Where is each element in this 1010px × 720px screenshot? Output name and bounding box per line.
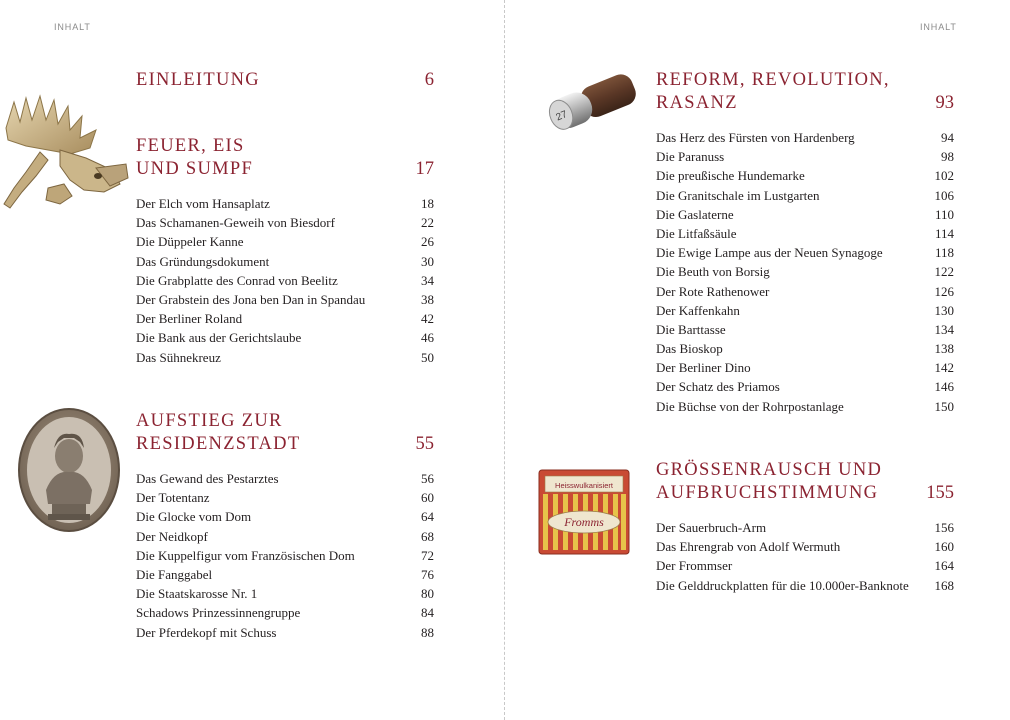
toc-entry-title: Der Sauerbruch-Arm [656, 520, 767, 535]
toc-entry-page: 68 [421, 528, 434, 544]
toc-entry[interactable] [656, 320, 954, 339]
toc-entry-page: 50 [421, 349, 434, 365]
section-page-number: 17 [415, 159, 434, 179]
toc-entry-page: 38 [421, 291, 434, 307]
toc-entry-title: Schadows Prinzessinnengruppe [136, 605, 301, 621]
section-title-line: RASANZ [656, 93, 738, 113]
capsule-cylinder-image [537, 66, 649, 140]
toc-entry-page: 94 [941, 130, 954, 145]
toc-entry-title: Die Paranuss [656, 149, 725, 165]
toc-entry[interactable] [136, 348, 434, 367]
toc-entry[interactable] [656, 262, 954, 281]
toc-entry-title: Das Sühnekreuz [136, 349, 221, 365]
toc-entry-title: Der Grabstein des Jona ben Dan in Spandau [136, 291, 366, 307]
toc-entry-title: Die Litfaßsäule [656, 225, 737, 241]
toc-entry-page: 60 [421, 490, 434, 506]
toc-entry-page: 30 [421, 253, 434, 269]
toc-entry[interactable] [136, 328, 434, 347]
toc-entry-page: 64 [421, 509, 434, 525]
toc-entry-title: Die Grabplatte des Conrad von Beelitz [136, 272, 338, 288]
fromms-box-image [535, 464, 633, 560]
toc-entry[interactable] [656, 397, 954, 416]
toc-entry-title: Der Berliner Roland [136, 311, 243, 327]
toc-entry-title: Die preußische Hundemarke [656, 168, 805, 184]
toc-entry-title: Das Bioskop [656, 341, 723, 357]
toc-entry-page: 142 [934, 360, 954, 376]
toc-entry-page: 122 [934, 264, 954, 280]
toc-entry-page: 106 [934, 187, 954, 203]
toc-entry-page: 88 [421, 624, 434, 640]
section-page-number: 6 [424, 70, 434, 90]
toc-list [136, 194, 434, 367]
box-label: Heisswulkanisiert [555, 481, 613, 490]
section-aufstieg-zur-residenzstadt [136, 410, 434, 642]
section-title-line: AUFBRUCHSTIMMUNG [656, 483, 879, 503]
toc-entry-title: Die Ewige Lampe aus der Neuen Synagoge [656, 245, 883, 261]
toc-entry-page: 56 [421, 471, 434, 486]
toc-entry-page: 168 [934, 577, 954, 593]
toc-entry-title: Das Schamanen-Geweih von Biesdorf [136, 215, 335, 231]
toc-entry[interactable] [656, 186, 954, 205]
toc-entry-page: 76 [421, 566, 434, 582]
toc-entry-title: Das Gründungsdokument [136, 253, 270, 269]
toc-entry-title: Die Beuth von Borsig [656, 264, 770, 280]
toc-entry[interactable] [136, 469, 434, 488]
toc-entry-title: Der Kaffenkahn [656, 302, 740, 318]
toc-entry[interactable] [136, 527, 434, 546]
toc-entry-title: Das Herz des Fürsten von Hardenberg [656, 130, 855, 145]
toc-list [656, 128, 954, 416]
toc-entry[interactable] [656, 358, 954, 377]
section-title [656, 459, 954, 505]
toc-entry-title: Die Granitschale im Lustgarten [656, 187, 820, 203]
toc-entry[interactable] [136, 584, 434, 603]
toc-entry[interactable] [656, 205, 954, 224]
section-title [656, 69, 954, 115]
section-title-line: RESIDENZSTADT [136, 434, 301, 454]
toc-entry[interactable] [136, 488, 434, 507]
toc-entry-page: 80 [421, 586, 434, 602]
toc-entry-title: Der Schatz des Priamos [656, 379, 780, 395]
section-groessenrausch-und-aufbruchstimmung [656, 459, 954, 595]
toc-entry[interactable] [656, 224, 954, 243]
section-page-number: 155 [926, 483, 954, 503]
toc-entry-page: 84 [421, 605, 434, 621]
toc-entry-title: Die Bank aus der Gerichtslaube [136, 330, 302, 346]
toc-entry-title: Der Pferdekopf mit Schuss [136, 624, 277, 640]
toc-entry-title: Die Gaslaterne [656, 206, 734, 222]
toc-entry-page: 164 [934, 558, 954, 574]
toc-entry[interactable] [656, 377, 954, 396]
toc-entry-title: Der Berliner Dino [656, 360, 751, 376]
toc-entry[interactable] [136, 252, 434, 271]
section-title [136, 410, 434, 456]
toc-entry[interactable] [656, 518, 954, 537]
toc-entry-title: Das Ehrengrab von Adolf Wermuth [656, 539, 841, 555]
toc-entry-title: Die Büchse von der Rohrpostanlage [656, 398, 844, 414]
toc-entry-page: 98 [941, 149, 954, 165]
section-title-line: EINLEITUNG [136, 70, 260, 90]
section-title-line: REFORM, REVOLUTION, [656, 70, 890, 90]
toc-entry[interactable] [136, 623, 434, 642]
toc-entry-page: 114 [934, 225, 954, 241]
toc-entry-page: 146 [934, 379, 954, 395]
running-head-left: INHALT [54, 22, 91, 32]
toc-entry[interactable] [136, 565, 434, 584]
toc-entry-page: 34 [421, 272, 434, 288]
toc-entry-title: Die Gelddruckplatten für die 10.000er-Banknote [656, 577, 909, 593]
toc-entry[interactable] [136, 507, 434, 526]
capsule-number: 27 [554, 109, 569, 124]
toc-entry-title: Der Neidkopf [136, 528, 208, 544]
toc-entry-page: 42 [421, 311, 434, 327]
toc-entry-title: Die Glocke vom Dom [136, 509, 252, 525]
toc-entry[interactable] [656, 243, 954, 262]
toc-entry-page: 102 [934, 168, 954, 184]
toc-entry-page: 46 [421, 330, 434, 346]
moose-antler-image [0, 92, 132, 214]
toc-entry-title: Der Frommser [656, 558, 733, 574]
section-einleitung [136, 69, 434, 92]
portrait-bust-image [18, 408, 120, 532]
section-title-line: FEUER, EIS [136, 136, 245, 156]
toc-entry-title: Der Totentanz [136, 490, 210, 506]
section-reform-revolution-rasanz [656, 69, 954, 416]
toc-entry[interactable] [136, 309, 434, 328]
toc-entry[interactable] [136, 232, 434, 251]
running-head-right: INHALT [920, 22, 957, 32]
toc-list [656, 518, 954, 595]
toc-entry-title: Die Düppeler Kanne [136, 234, 244, 250]
toc-entry[interactable] [656, 147, 954, 166]
toc-entry-page: 18 [421, 196, 434, 211]
toc-entry-page: 156 [934, 520, 954, 535]
toc-entry[interactable] [656, 128, 954, 147]
toc-entry-page: 118 [934, 245, 954, 261]
section-title-line: AUFSTIEG ZUR [136, 411, 283, 431]
toc-entry-title: Der Rote Rathenower [656, 283, 770, 299]
toc-entry-page: 134 [934, 321, 954, 337]
section-title [136, 69, 434, 92]
toc-entry-title: Die Fanggabel [136, 566, 213, 582]
section-feuer-eis-und-sumpf [136, 135, 434, 367]
toc-entry[interactable] [656, 556, 954, 575]
toc-entry[interactable] [136, 271, 434, 290]
box-logo: Fromms [564, 515, 604, 529]
toc-entry-page: 110 [934, 206, 954, 222]
toc-entry-page: 150 [934, 398, 954, 414]
toc-entry-page: 22 [421, 215, 434, 231]
toc-entry[interactable] [656, 301, 954, 320]
toc-entry-page: 138 [934, 341, 954, 357]
toc-entry[interactable] [656, 282, 954, 301]
toc-entry[interactable] [656, 576, 954, 595]
toc-entry-page: 126 [934, 283, 954, 299]
toc-entry[interactable] [136, 194, 434, 213]
toc-entry-title: Das Gewand des Pestarztes [136, 471, 279, 486]
section-title [136, 135, 434, 181]
toc-entry-title: Die Staatskarosse Nr. 1 [136, 586, 258, 602]
section-title-line: GRÖSSENRAUSCH UND [656, 460, 883, 480]
toc-entry[interactable] [136, 546, 434, 565]
right-page [505, 0, 1010, 720]
section-page-number: 55 [415, 434, 434, 454]
toc-entry-title: Die Kuppelfigur vom Französischen Dom [136, 547, 355, 563]
section-page-number: 93 [935, 93, 954, 113]
toc-entry[interactable] [136, 290, 434, 309]
toc-entry[interactable] [136, 603, 434, 622]
toc-entry-page: 26 [421, 234, 434, 250]
toc-entry-page: 72 [421, 547, 434, 563]
toc-entry[interactable] [656, 537, 954, 556]
toc-entry-title: Der Elch vom Hansaplatz [136, 196, 270, 211]
section-title-line: UND SUMPF [136, 159, 254, 179]
toc-entry-page: 160 [934, 539, 954, 555]
toc-list [136, 469, 434, 642]
toc-entry[interactable] [656, 339, 954, 358]
toc-entry-page: 130 [934, 302, 954, 318]
toc-entry[interactable] [136, 213, 434, 232]
toc-entry[interactable] [656, 166, 954, 185]
toc-entry-title: Die Barttasse [656, 321, 726, 337]
